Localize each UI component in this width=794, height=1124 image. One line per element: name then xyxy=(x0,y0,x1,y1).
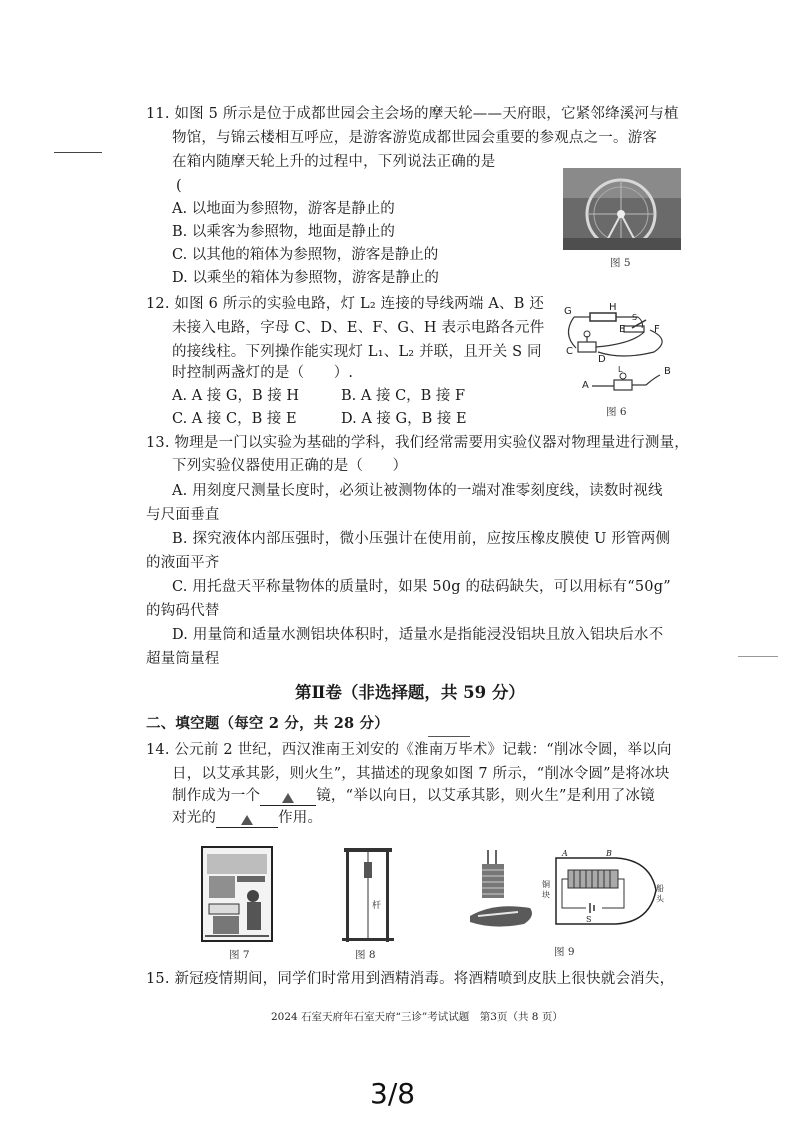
fig9-label-b: B xyxy=(606,849,612,858)
q11-option-a: A. 以地面为参照物，游客是静止的 xyxy=(172,201,395,217)
figure-8-caption: 图 8 xyxy=(355,949,376,961)
figure-8-pole-illustration xyxy=(340,846,396,942)
q11-line4: ( xyxy=(176,178,182,194)
scan-mark xyxy=(54,152,102,153)
q11-line1: 11. 如图 5 所示是位于成都世园会主会场的摩天轮——天府眼，它紧邻绛溪河与植 xyxy=(146,106,679,122)
fig6-label-f: F xyxy=(654,324,660,335)
page-footer: 2024 石室天府年石室天府“三诊”考试试题 第3页（共 8 页） xyxy=(271,1011,563,1023)
q13-line2: 下列实验仪器使用正确的是（ ） xyxy=(172,458,408,474)
figure-5-ferris-wheel-photo xyxy=(563,168,681,250)
fig6-label-a: A xyxy=(582,380,589,391)
q15-line1: 15. 新冠疫情期间，同学们时常用到酒精消毒。将酒精喷到皮肤上很快就会消失， xyxy=(146,971,675,987)
q13-line1: 13. 物理是一门以实验为基础的学科，我们经常需要用实验仪器对物理量进行测量， xyxy=(146,435,689,451)
fig6-label-b: B xyxy=(664,366,671,377)
page-indicator: 3/8 xyxy=(370,1077,416,1110)
q14-line4-start: 对光的 xyxy=(172,810,217,826)
q13-option-a-line1: A. 用刻度尺测量长度时，必须让被测物体的一端对准零刻度线，读数时视线 xyxy=(172,483,663,499)
fig9-label-s: S xyxy=(586,915,592,924)
q12-option-a: A. A 接 G，B 接 H xyxy=(172,388,299,404)
q13-option-b-line2: 的液面平齐 xyxy=(146,555,220,571)
figure-9-caption: 图 9 xyxy=(554,946,575,958)
q14-line4-end: 作用。 xyxy=(278,810,323,826)
fig6-label-e: E xyxy=(619,324,626,335)
fig6-label-s: S xyxy=(632,313,638,322)
underline-mark xyxy=(428,736,470,737)
fig6-label-l: L xyxy=(618,365,623,374)
q12-option-d: D. A 接 G，B 接 E xyxy=(341,411,467,427)
q12-line1: 12. 如图 6 所示的实验电路，灯 L₂ 连接的导线两端 A、B 还 xyxy=(146,296,545,312)
q12-line4: 时控制两盏灯的是（ ）. xyxy=(172,365,354,381)
blank-triangle-icon xyxy=(282,793,294,803)
q11-line3: 在箱内随摩天轮上升的过程中，下列说法正确的是 xyxy=(172,154,496,170)
figure-7-caption: 图 7 xyxy=(229,949,250,961)
q12-line3: 的接线柱。下列操作能实现灯 L₁、L₂ 并联，且开关 S 同 xyxy=(172,344,542,360)
fig8-label: 杆 xyxy=(372,901,382,911)
figure-7-ice-lens-illustration xyxy=(201,846,273,942)
q11-line2: 物馆，与锦云楼相互呼应，是游客游览成都世园会重要的参观点之一。游客 xyxy=(172,130,658,146)
q12-line2: 未接入电路，字母 C、D、E、F、G、H 表示电路各元件 xyxy=(172,320,545,336)
fig6-label-g: G xyxy=(564,306,572,317)
part-2-heading: 二、填空题（每空 2 分，共 28 分） xyxy=(146,715,389,732)
q12-option-c: C. A 接 C，B 接 E xyxy=(172,411,297,427)
q14-line4 xyxy=(172,808,322,828)
q13-option-d-line1: D. 用量筒和适量水测铝块体积时，适量水是指能浸没铝块且放入铝块后水不 xyxy=(172,627,664,643)
q11-option-b: B. 以乘客为参照物，地面是静止的 xyxy=(172,224,395,240)
q13-option-d-line2: 超量筒量程 xyxy=(146,651,220,667)
q13-option-c-line1: C. 用托盘天平称量物体的质量时，如果 50g 的砝码缺失，可以用标有“50g” xyxy=(172,579,671,595)
q12-option-b: B. A 接 C，B 接 F xyxy=(341,388,466,404)
fig9-label-a: A xyxy=(562,849,568,858)
figure-6-circuit-diagram xyxy=(562,300,692,400)
figure-9-boat-circuit xyxy=(541,848,670,938)
fig6-label-c: C xyxy=(566,346,573,357)
q13-option-c-line2: 的钩码代替 xyxy=(146,603,220,619)
fig6-label-h: H xyxy=(609,302,617,313)
q14-line3 xyxy=(172,786,655,806)
blank-triangle-icon xyxy=(241,815,253,825)
fig9-label-left: 铜 块 xyxy=(541,880,551,899)
q14-blank-2[interactable] xyxy=(216,811,278,828)
figure-5-caption: 图 5 xyxy=(610,257,631,269)
q14-line2: 日，以艾承其影，则火生”，其描述的现象如图 7 所示，“削冰令圆”是将冰块 xyxy=(172,766,670,782)
q14-line3-end: 镜，“举以向日，以艾承其影，则火生”是利用了冰镜 xyxy=(316,788,655,804)
figure-6-caption: 图 6 xyxy=(606,406,627,418)
q14-blank-1[interactable] xyxy=(260,789,316,806)
q13-option-b-line1: B. 探究液体内部压强时，微小压强计在使用前，应按压橡皮膜使 U 形管两侧 xyxy=(172,531,671,547)
q11-option-d: D. 以乘坐的箱体为参照物，游客是静止的 xyxy=(172,270,439,286)
fig9-label-right: 船 头 xyxy=(655,884,665,903)
fig6-label-d: D xyxy=(598,354,606,365)
q14-line3-start: 制作成为一个 xyxy=(172,788,261,804)
q11-option-c: C. 以其他的箱体为参照物，游客是静止的 xyxy=(172,247,439,263)
scan-mark xyxy=(738,656,778,657)
q14-line1: 14. 公元前 2 世纪，西汉淮南王刘安的《淮南万毕术》记载：“削冰令圆，举以向 xyxy=(146,742,672,758)
figure-9-coil-photo xyxy=(464,850,542,934)
q13-option-a-line2: 与尺面垂直 xyxy=(146,507,220,523)
section-2-heading: 第Ⅱ卷（非选择题，共 59 分） xyxy=(295,683,525,702)
